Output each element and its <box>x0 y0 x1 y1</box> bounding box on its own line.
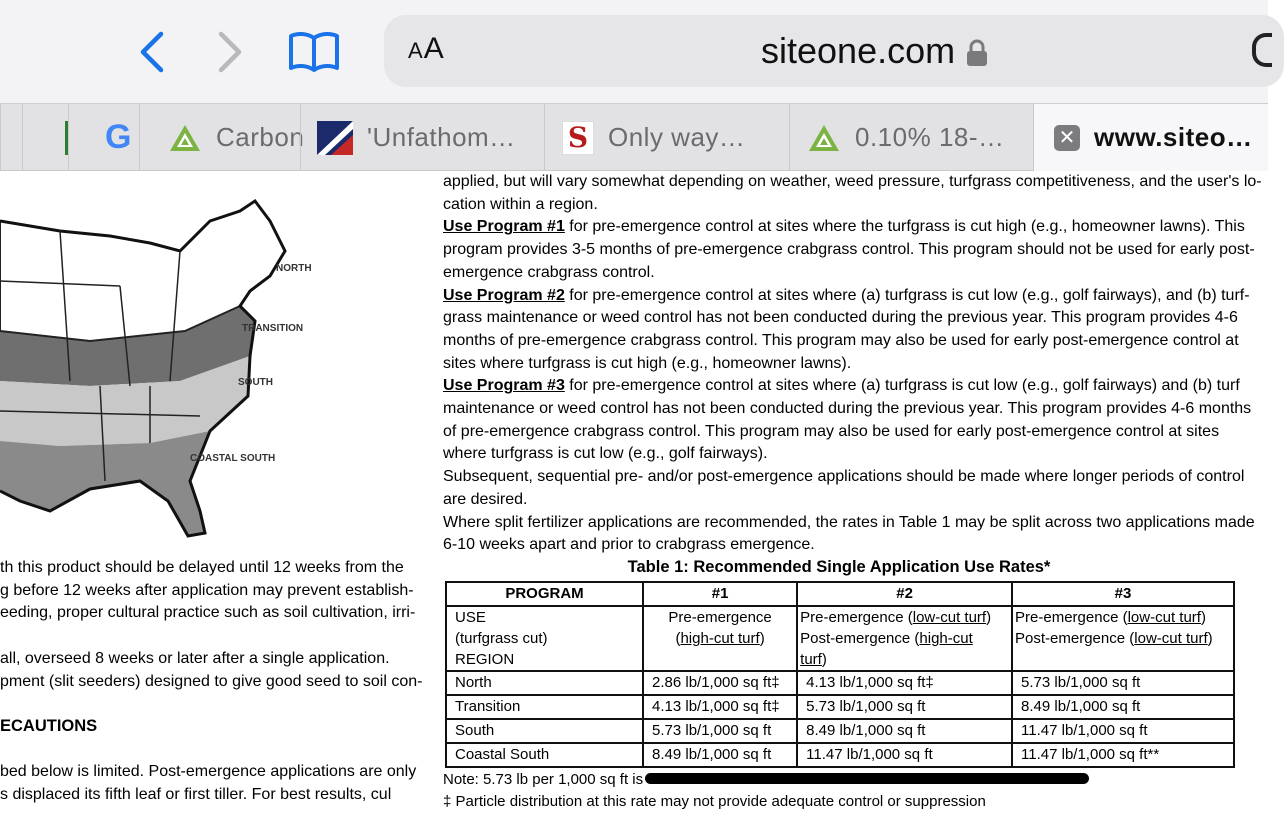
left-column-text: th this product should be delayed until 12 weeks from the g before 12 weeks after application may prevent establish- eeding, proper cultural practice such as soil cultivation, irri- all, overseed 8 weeks or later after a single application. pment (slit seeders) designed to give good seed to soil con- <box>0 559 423 690</box>
siteone-leaf-icon <box>168 123 202 153</box>
table-header-row: PROGRAM #1 #2 #3 <box>446 582 1234 606</box>
program-3-paragraph: Use Program #3 for pre-emergence control at sites where (a) turfgrass is cut low (e.g., golf fairways) and (b) turf <box>443 377 1240 395</box>
google-icon: G <box>105 118 132 156</box>
table-footnote: ‡ Particle distribution at this rate may not provide adequate control or suppression <box>443 793 986 810</box>
chevron-right-icon <box>215 30 245 74</box>
s-logo-icon: S <box>562 121 594 155</box>
news-logo-icon <box>317 121 353 155</box>
close-tab-icon[interactable]: ✕ <box>1054 125 1080 151</box>
table-note: Note: 5.73 lb per 1,000 sq ft is <box>443 771 644 788</box>
left-column-bottom-text: bed below is limited. Post-emergence applications are only s displaced its fifth leaf or first tiller. For best results, cul <box>0 763 417 803</box>
map-label-north: NORTH <box>276 263 312 274</box>
map-label-south: SOUTH <box>238 377 273 388</box>
tab-active[interactable]: ✕ www.siteo… <box>1033 104 1268 171</box>
us-region-map <box>0 181 330 541</box>
use-rates-table <box>445 581 1235 768</box>
map-label-transition: TRANSITION <box>242 323 304 334</box>
back-button[interactable] <box>130 28 174 76</box>
tab-5[interactable]: 0.10% 18-… <box>789 104 1033 171</box>
forward-button[interactable] <box>208 28 252 76</box>
siteone-leaf-icon <box>807 123 841 153</box>
pdf-document[interactable] <box>0 171 1268 810</box>
reader-text-size-button[interactable]: AA <box>408 32 445 65</box>
address-bar[interactable] <box>384 15 1284 87</box>
reload-icon[interactable] <box>1252 33 1272 67</box>
tab-bar <box>0 103 1268 171</box>
program-2-paragraph: Use Program #2 for pre-emergence control at sites where (a) turfgrass is cut low (e.g., golf fairways), and (b) turf- <box>443 286 1250 304</box>
right-column-text: applied, but will vary somewhat depending on weather, weed pressure, turfgrass competitiveness, and the user's lo- cation within a region. Use Program #1 for pre-emergence control at sites where the turfgrass is cut high (e.g., homeowner lawns). This program provides 3-5 months of pre-emergence crabgrass control. This program should not be used for early post- emergence crabgrass control. Use Program #2 for pre-emergence control at sites where (a) turfgrass is cut low (e.g., golf fairways), and (b) turf- grass maintenance or weed control has not been conducted during the previous year. This program provides 4-6 months of pre-emergence crabgrass control. This program may also be used for early post-emergence control at sites where turfgrass is cut high (e.g., homeowner lawns). Use Program #3 for pre-emergence control at sites where (a) turfgrass is cut low (e.g., golf fairways) and (b) turf maintenance or weed control has not been conducted during the previous year. This program provides 4-6 months of pre-emergence crabgrass control. This program may also be used for early post-emergence control at sites where turfgrass is cut low (e.g., golf fairways). Subsequent, sequential pre- and/or post-emergence applications should be made where longer periods of control are desired. Where split fertilizer applications are recommended, the rates in Table 1 may be split across two applications made 6-10 weeks apart and prior to crabgrass emergence. <box>443 173 1262 554</box>
browser-toolbar <box>0 0 1268 103</box>
book-icon <box>287 30 341 74</box>
tab-2[interactable]: Carbon <box>139 104 300 171</box>
home-indicator[interactable] <box>645 773 1089 784</box>
table-row: North 2.86 lb/1,000 sq ft‡ 4.13 lb/1,000 sq ft‡ 5.73 lb/1,000 sq ft <box>446 671 1234 695</box>
table-row: Transition 4.13 lb/1,000 sq ft‡ 5.73 lb/1,000 sq ft 8.49 lb/1,000 sq ft <box>446 695 1234 719</box>
tab-1[interactable] <box>68 104 139 171</box>
bookmarks-button[interactable] <box>285 28 343 76</box>
chevron-left-icon <box>137 30 167 74</box>
tab-3[interactable]: 'Unfathom… <box>300 104 544 171</box>
lock-icon <box>966 39 988 67</box>
program-1-paragraph: Use Program #1 for pre-emergence control at sites where the turfgrass is cut high (e.g., homeowner lawns). This <box>443 218 1245 236</box>
url-text[interactable]: siteone.com <box>761 30 956 71</box>
tab-0[interactable] <box>22 104 68 171</box>
precautions-heading: ECAUTIONS <box>0 717 98 735</box>
table-use-row: USE (turfgrass cut) REGION Pre-emergence (high-cut turf) Pre-emergence (low-cut turf) Post-emergence (high-cut turf) Pre-emergence (low-cut turf) Post-emergence (low-cut turf) <box>446 606 1234 671</box>
table-row: South 5.73 lb/1,000 sq ft 8.49 lb/1,000 sq ft 11.47 lb/1,000 sq ft <box>446 719 1234 743</box>
tab-partial[interactable] <box>0 104 22 171</box>
tab-4[interactable]: S Only way… <box>544 104 789 171</box>
table-row: Coastal South 8.49 lb/1,000 sq ft 11.47 lb/1,000 sq ft 11.47 lb/1,000 sq ft** <box>446 743 1234 767</box>
map-label-coastal-south: COASTAL SOUTH <box>190 453 276 464</box>
table-caption: Table 1: Recommended Single Application Use Rates* <box>627 558 1051 576</box>
